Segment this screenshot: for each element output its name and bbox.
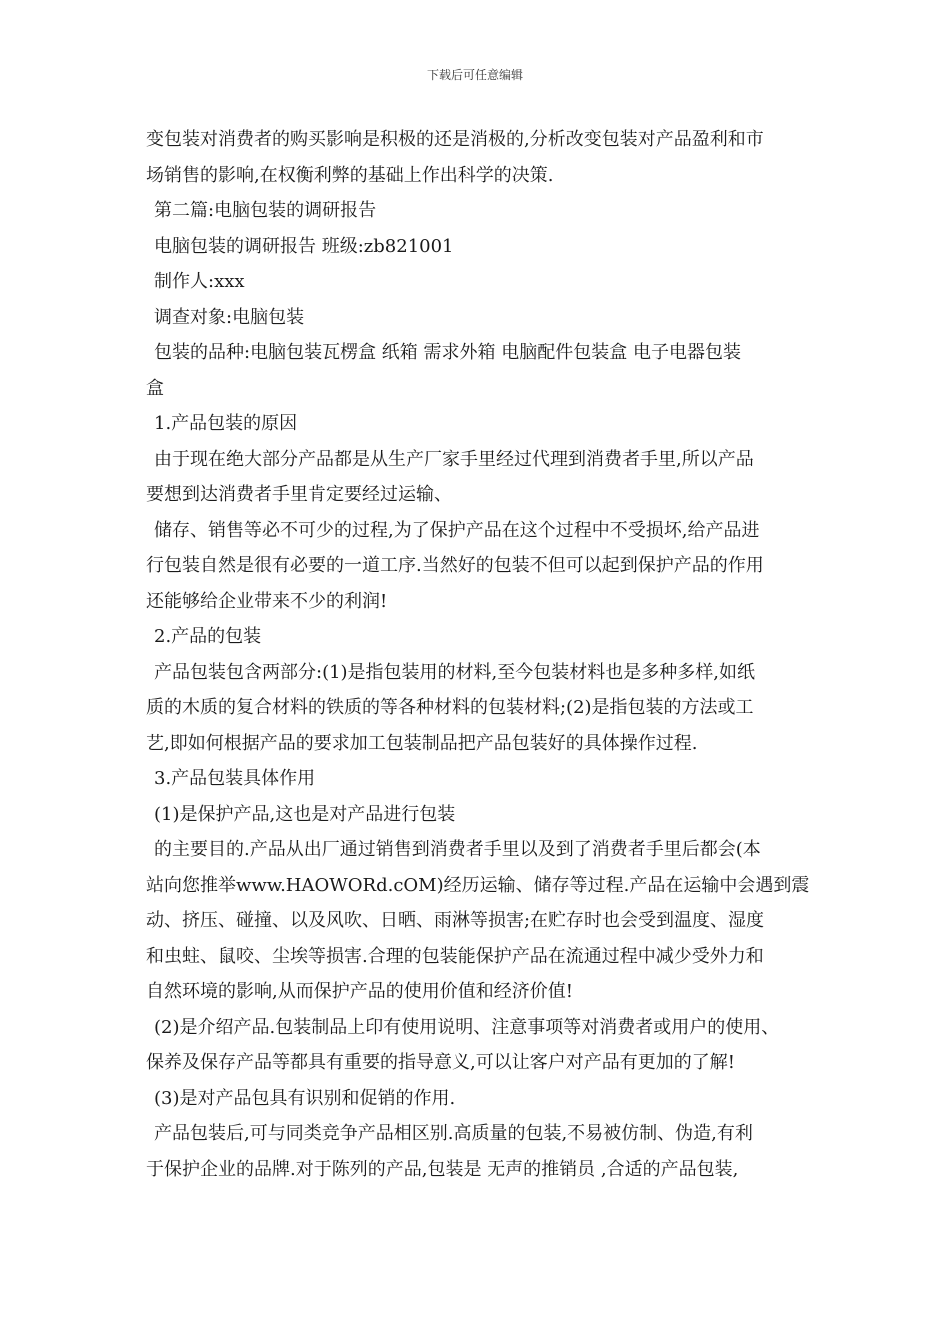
text-line: 储存、销售等必不可少的过程,为了保护产品在这个过程中不受损坏,给产品进 [154,519,760,541]
text-line: 质的木质的复合材料的铁质的等各种材料的包装材料;(2)是指包装的方法或工 [146,697,754,718]
text-line: 产品包装包含两部分:(1)是指包装用的材料,至今包装材料也是多种多样,如纸 [154,661,756,683]
text-line: 动、挤压、碰撞、以及风吹、日晒、雨淋等损害;在贮存时也会受到温度、湿度 [146,910,765,931]
text-line: 艺,即如何根据产品的要求加工包装制品把产品包装好的具体操作过程. [146,732,698,754]
text-line: 行包装自然是很有必要的一道工序.当然好的包装不但可以起到保护产品的作用 [146,555,764,576]
text-line: 场销售的影响,在权衡利弊的基础上作出科学的决策. [146,164,554,186]
text-line: 的主要目的.产品从出厂通过销售到消费者手里以及到了消费者手里后都会(本 [154,839,761,860]
text-line: 还能够给企业带来不少的利润! [146,590,388,612]
section-heading: 第二篇:电脑包装的调研报告 [154,200,377,221]
document-body [146,122,818,1187]
author-line: 制作人:xxx [154,271,245,292]
text-line: 包装的品种:电脑包装瓦楞盒 纸箱 需求外箱 电脑配件包装盒 电子电器包装 [154,342,741,363]
text-line: 要想到达消费者手里肯定要经过运输、 [146,484,452,505]
text-line: 自然环境的影响,从而保护产品的使用价值和经济价值! [146,981,573,1002]
text-line: 于保护企业的品牌.对于陈列的产品,包装是 无声的推销员 ,合适的产品包装, [146,1158,739,1180]
text-line: 产品包装后,可与同类竞争产品相区别.高质量的包装,不易被仿制、伪造,有利 [154,1123,753,1144]
section-heading: 1.产品包装的原因 [154,413,298,434]
section-heading: 3.产品包装具体作用 [154,768,316,789]
text-line: 和虫蛀、鼠咬、尘埃等损害.合理的包装能保护产品在流通过程中减少受外力和 [146,945,764,967]
text-line: 盒 [146,377,164,399]
text-line: 站向您推举www.HAOWORd.cOM)经历运输、储存等过程.产品在运输中会遇到震 [146,874,810,896]
text-line: (1)是保护产品,这也是对产品进行包装 [154,803,456,825]
subject-line: 调查对象:电脑包装 [154,306,305,328]
text-line: 保养及保存产品等都具有重要的指导意义,可以让客户对产品有更加的了解! [146,1052,735,1073]
text-line: 变包装对消费者的购买影响是积极的还是消极的,分析改变包装对产品盈利和市 [146,129,764,150]
section-heading: 2.产品的包装 [154,626,262,647]
text-line: (3)是对产品包具有识别和促销的作用. [154,1087,456,1109]
report-title-line: 电脑包装的调研报告 班级:zb821001 [154,235,454,257]
text-line: 由于现在绝大部分产品都是从生产厂家手里经过代理到消费者手里,所以产品 [154,448,754,470]
text-line: (2)是介绍产品.包装制品上印有使用说明、注意事项等对消费者或用户的使用、 [154,1016,780,1038]
page-header: 下载后可任意编辑 [426,68,523,82]
